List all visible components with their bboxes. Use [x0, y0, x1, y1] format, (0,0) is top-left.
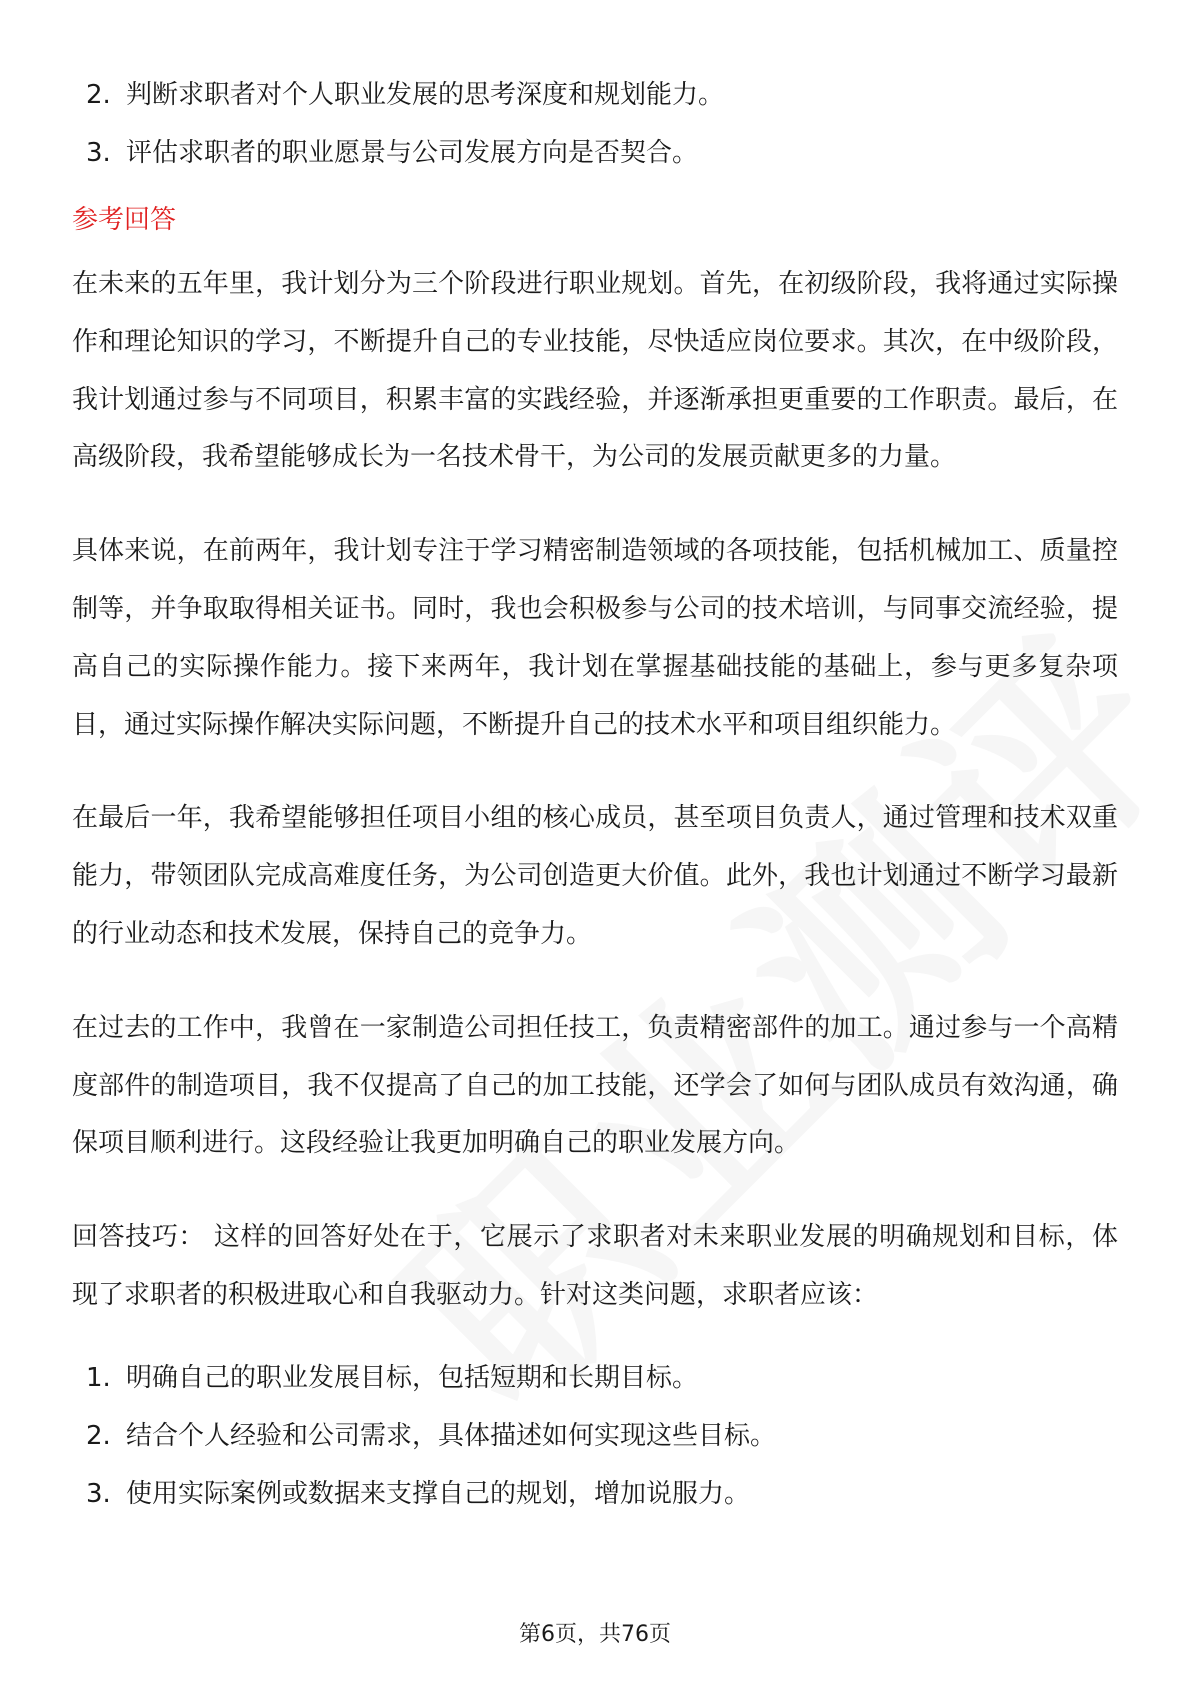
- paragraph: 具体来说，在前两年，我计划专注于学习精密制造领域的各项技能，包括机械加工、质量控制等，并争取取得相关证书。同时，我也会积极参与公司的技术培训，与同事交流经验，提高自己的实际操作能力。接下来两年，我计划在掌握基础技能的基础上，参与更多复杂项目，通过实际操作解决实际问题，不断提升自己的技术水平和项目组织能力。: [72, 536, 1118, 740]
- list-item-number: 2.: [86, 1420, 111, 1451]
- list-item: [72, 124, 1118, 182]
- paragraph: 在过去的工作中，我曾在一家制造公司担任技工，负责精密部件的加工。通过参与一个高精度部件的制造项目，我不仅提高了自己的加工技能，还学会了如何与团队成员有效沟通，确保项目顺利进行。这段经验让我更加明确自己的职业发展方向。: [72, 1012, 1118, 1159]
- list-item: [72, 66, 1118, 124]
- list-item: [72, 1465, 1118, 1523]
- top-numbered-list: [72, 66, 1118, 182]
- paragraph: 在未来的五年里，我计划分为三个阶段进行职业规划。首先，在初级阶段，我将通过实际操作和理论知识的学习，不断提升自己的专业技能，尽快适应岗位要求。其次，在中级阶段，我计划通过参与不同项目，积累丰富的实践经验，并逐渐承担更重要的工作职责。最后，在高级阶段，我希望能够成长为一名技术骨干，为公司的发展贡献更多的力量。: [72, 269, 1118, 473]
- list-item-text: 结合个人经验和公司需求，具体描述如何实现这些目标。: [126, 1420, 777, 1451]
- list-item-text: 评估求职者的职业愿景与公司发展方向是否契合。: [126, 138, 699, 168]
- list-item-number: 3.: [86, 1478, 111, 1509]
- page-footer: 第6页，共76页: [519, 1622, 671, 1647]
- list-item-text: 判断求职者对个人职业发展的思考深度和规划能力。: [126, 80, 725, 110]
- list-item-text: 明确自己的职业发展目标，包括短期和长期目标。: [126, 1362, 699, 1393]
- section-heading: 参考回答: [72, 205, 177, 235]
- list-item-number: 2.: [86, 80, 111, 110]
- document-content: [72, 66, 1118, 1523]
- list-item-number: 1.: [86, 1362, 111, 1393]
- bottom-numbered-list: [72, 1349, 1118, 1523]
- list-item: [72, 1407, 1118, 1465]
- list-item: [72, 1349, 1118, 1407]
- list-item-number: 3.: [86, 138, 111, 168]
- paragraph: 在最后一年，我希望能够担任项目小组的核心成员，甚至项目负责人，通过管理和技术双重能力，带领团队完成高难度任务，为公司创造更大价值。此外，我也计划通过不断学习最新的行业动态和技术发展，保持自己的竞争力。: [72, 803, 1118, 949]
- tips-paragraph: 回答技巧： 这样的回答好处在于，它展示了求职者对未来职业发展的明确规划和目标，体现了求职者的积极进取心和自我驱动力。针对这类问题，求职者应该：: [72, 1222, 1118, 1310]
- list-item-text: 使用实际案例或数据来支撑自己的规划，增加说服力。: [126, 1478, 751, 1509]
